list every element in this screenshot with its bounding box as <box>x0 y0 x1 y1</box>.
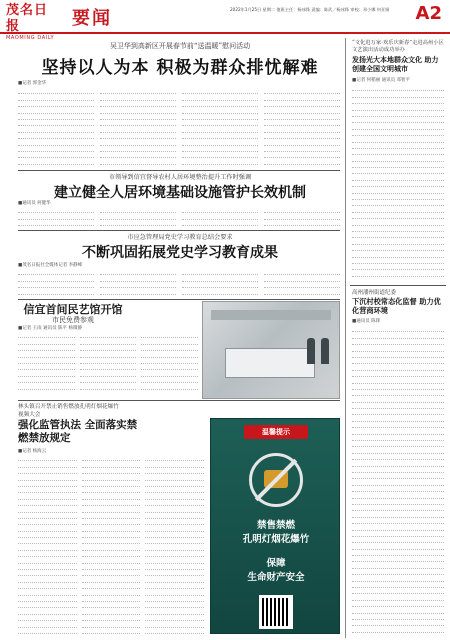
article-body <box>18 455 204 635</box>
sidebar-byline: ■记者 何稻丽 通讯员 邓智平 <box>352 78 411 83</box>
text-column <box>18 88 94 168</box>
text-line <box>141 383 198 389</box>
safety-poster <box>210 418 340 634</box>
text-line <box>100 158 176 164</box>
qr-code-icon <box>259 595 293 629</box>
text-line <box>352 270 444 276</box>
article-body <box>18 207 340 229</box>
text-column <box>100 269 176 299</box>
text-column <box>264 207 340 229</box>
poster-line: 保障 <box>266 558 286 569</box>
divider <box>18 170 340 171</box>
article-subheadline: 市民免费参观 <box>52 316 94 324</box>
article-kicker: 市领导到信宜督导农村人居环境整治提升工作时强调 <box>108 174 252 181</box>
text-column <box>18 269 94 299</box>
photo-banner <box>211 310 331 320</box>
display-case <box>225 348 315 378</box>
sidebar-headline[interactable]: 下沉村校常态化监督 助力优化营商环境 <box>352 297 441 315</box>
article-headline[interactable]: 信宜首间民艺馆开馆 <box>23 303 123 316</box>
text-line <box>352 626 444 632</box>
text-column <box>18 207 94 229</box>
article-headline[interactable]: 强化监管执法 全面落实禁燃禁放规定 <box>18 419 138 444</box>
text-line <box>264 158 340 164</box>
text-line <box>82 628 141 634</box>
text-column <box>100 207 176 229</box>
section-title: 要闻 <box>72 8 112 29</box>
poster-line: 生命财产安全 <box>247 572 305 583</box>
text-line <box>18 158 94 164</box>
text-line <box>182 158 258 164</box>
text-line <box>145 628 204 634</box>
lantern-icon <box>264 470 288 488</box>
divider <box>18 299 340 300</box>
sidebar-body <box>352 85 444 283</box>
text-column <box>80 332 137 394</box>
article-kicker: 林头镇召开禁止销售燃放孔明灯烟花爆竹视频大会 <box>18 404 119 418</box>
text-line <box>182 288 258 294</box>
text-column <box>141 332 198 394</box>
article-byline: ■记者 郭金华 <box>18 81 47 86</box>
text-line <box>100 220 176 226</box>
visitor-figure <box>321 338 329 364</box>
text-line <box>18 628 77 634</box>
article-body <box>18 332 198 394</box>
column-divider <box>345 38 346 638</box>
museum-photo <box>202 301 340 399</box>
text-line <box>182 220 258 226</box>
text-column <box>182 207 258 229</box>
article-byline: ■记者 王雨 通讯员 陈平 杨微静 <box>18 326 82 331</box>
logo-text: 茂名日报 <box>6 3 49 34</box>
page-number: A2 <box>415 3 442 24</box>
text-line <box>80 383 137 389</box>
text-column <box>264 88 340 168</box>
masthead <box>0 0 450 41</box>
text-column <box>100 88 176 168</box>
sidebar-kicker: “文化进万家·欢乐庆新春”走进高州小区文艺演出活动成功举办 <box>352 40 444 53</box>
text-line <box>264 288 340 294</box>
article-headline[interactable]: 建立健全人居环境基础设施管护长效机制 <box>54 185 306 201</box>
poster-title: 温馨提示 <box>244 425 308 439</box>
poster-line: 孔明灯烟花爆竹 <box>242 534 310 545</box>
poster-line: 禁售禁燃 <box>256 520 295 531</box>
text-line <box>264 220 340 226</box>
sidebar-byline: ■通讯员 陈锋 <box>352 319 381 324</box>
newspaper-logo <box>6 3 60 41</box>
article-byline: ■记者 杨海云 <box>18 449 47 454</box>
text-column <box>18 332 75 394</box>
text-column <box>182 269 258 299</box>
article-headline[interactable]: 坚持以人为本 积极为群众排忧解难 <box>41 58 319 78</box>
text-column <box>182 88 258 168</box>
no-fireworks-icon <box>249 453 303 507</box>
sidebar-kicker: 高州潘州街道纪委 <box>352 290 397 296</box>
sidebar-headline[interactable]: 发扬光大本地群众文化 助力创建全国文明城市 <box>352 55 439 73</box>
text-line <box>100 288 176 294</box>
divider <box>350 285 446 286</box>
sidebar-body <box>352 326 444 636</box>
text-column <box>18 455 77 635</box>
article-byline: ■茂名日报社全媒体记者 李静峰 <box>18 263 83 268</box>
text-column <box>145 455 204 635</box>
article-headline[interactable]: 不断巩固拓展党史学习教育成果 <box>82 245 278 261</box>
text-line <box>18 383 75 389</box>
text-line <box>18 288 94 294</box>
divider <box>18 400 340 401</box>
article-kicker: 吴卫华到高新区开展春节前“送温暖”慰问活动 <box>109 42 251 50</box>
article-body <box>18 88 340 168</box>
logo-subtext: MAOMING DAILY <box>6 35 55 41</box>
article-byline: ■通讯员 何健华 <box>18 201 51 206</box>
divider <box>18 230 340 231</box>
publication-info: 2022年1月25日 星期二 值班主任：杨冰锋 责编：陈武／杨冰锋 审校：邓小娜 何亚娟 <box>230 7 390 12</box>
text-column <box>264 269 340 299</box>
visitor-figure <box>307 338 315 364</box>
article-body <box>18 269 340 299</box>
text-line <box>18 220 94 226</box>
text-column <box>82 455 141 635</box>
article-kicker: 市应急管理局党史学习教育总结会要求 <box>127 234 233 241</box>
